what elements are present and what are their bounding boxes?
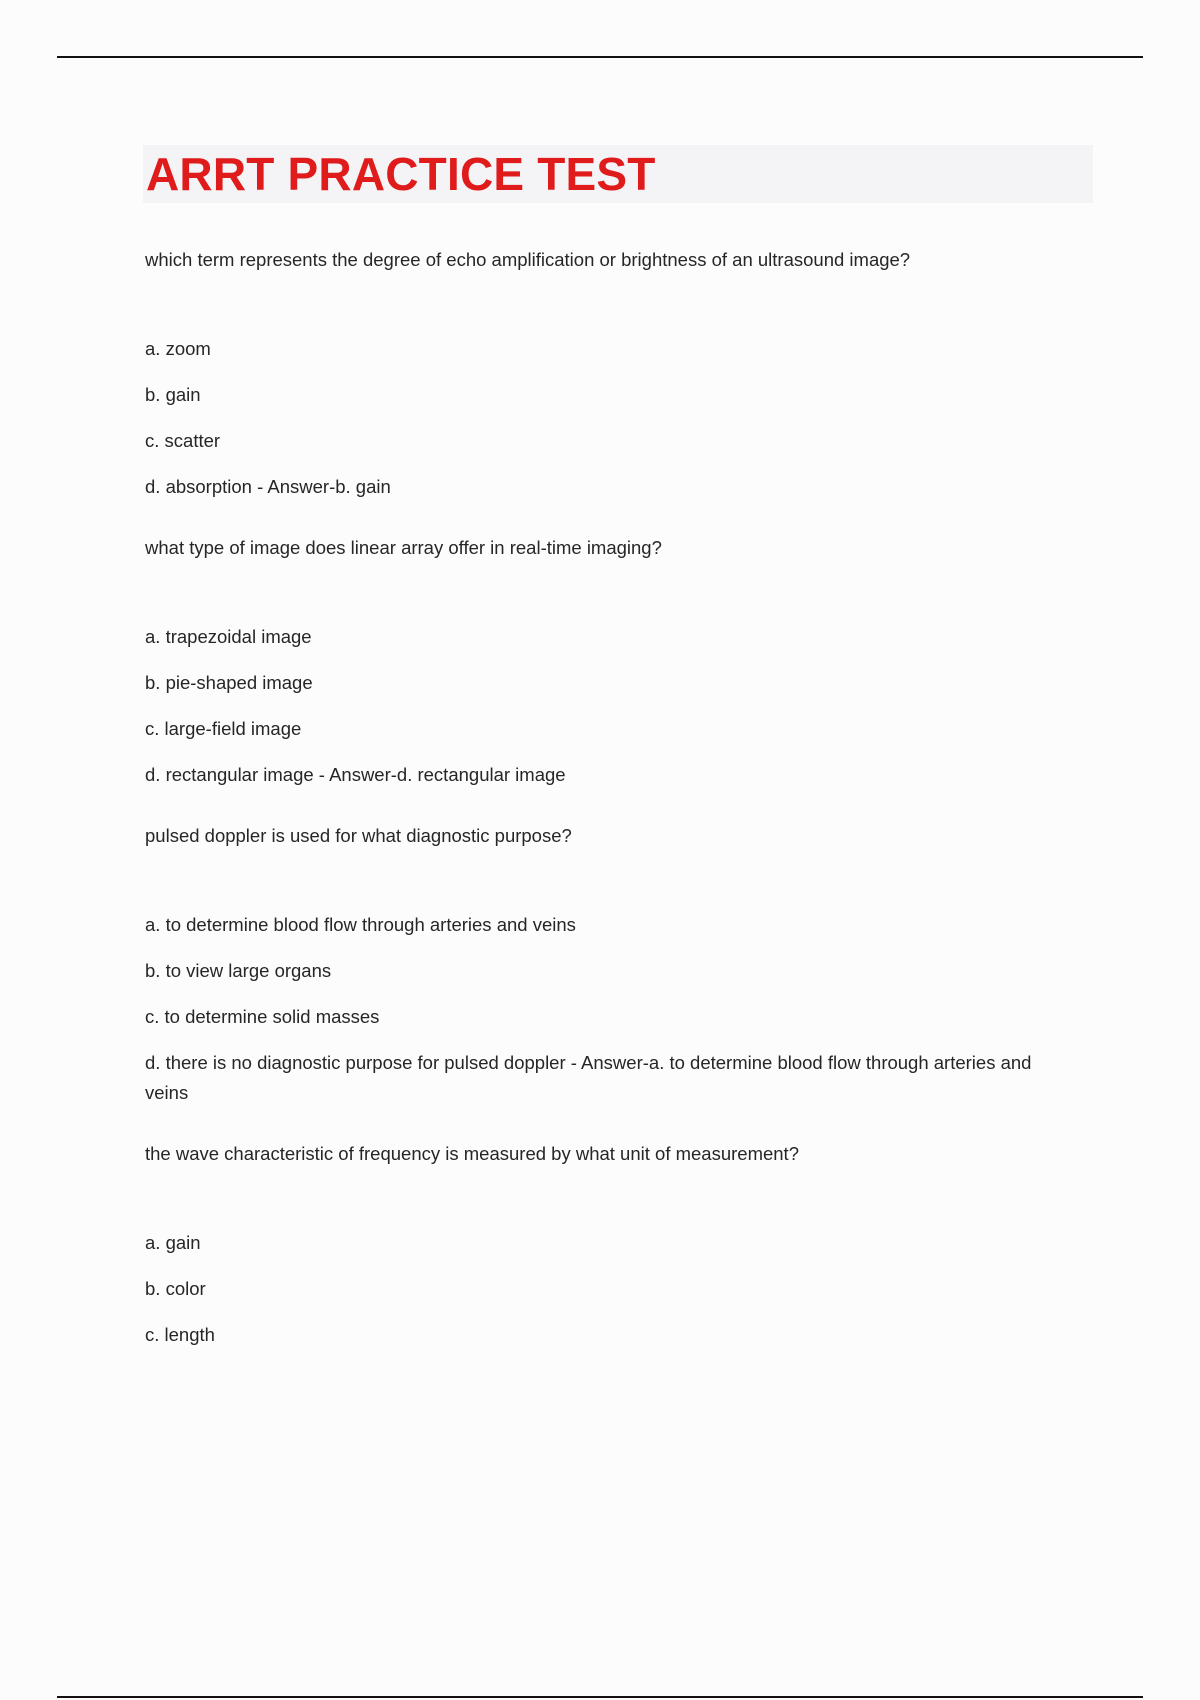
answer-option: c. large-field image	[145, 718, 302, 739]
answer-option: a. to determine blood flow through arteries and veins	[145, 914, 576, 935]
question-text: what type of image does linear array offer in real-time imaging?	[145, 537, 662, 558]
question-text: the wave characteristic of frequency is measured by what unit of measurement?	[145, 1143, 799, 1164]
question-block	[145, 820, 1045, 1108]
question-block	[145, 244, 1045, 502]
footer-rule	[57, 1696, 1143, 1698]
answer-option: b. color	[145, 1278, 206, 1299]
answer-option: b. gain	[145, 384, 201, 405]
question-block	[145, 532, 1045, 790]
question-list	[145, 244, 1045, 1380]
answer-option: c. length	[145, 1324, 215, 1345]
page-title: ARRT PRACTICE TEST	[146, 148, 656, 200]
answer-option-with-answer: d. absorption - Answer-b. gain	[145, 476, 391, 497]
answer-option-with-answer: d. rectangular image - Answer-d. rectangular image	[145, 764, 566, 785]
answer-option-with-answer: d. there is no diagnostic purpose for pulsed doppler - Answer-a. to determine blood flow through arteries and veins	[145, 1052, 1032, 1103]
question-text: which term represents the degree of echo amplification or brightness of an ultrasound image?	[145, 249, 911, 270]
answer-option: c. scatter	[145, 430, 221, 451]
answer-option: a. trapezoidal image	[145, 626, 312, 647]
answer-option: b. pie-shaped image	[145, 672, 313, 693]
question-block	[145, 1138, 1045, 1350]
answer-option: c. to determine solid masses	[145, 1006, 380, 1027]
answer-option: a. gain	[145, 1232, 201, 1253]
title-band	[143, 145, 1093, 203]
answer-option: a. zoom	[145, 338, 211, 359]
header-rule	[57, 56, 1143, 58]
answer-option: b. to view large organs	[145, 960, 332, 981]
question-text: pulsed doppler is used for what diagnostic purpose?	[145, 825, 572, 846]
